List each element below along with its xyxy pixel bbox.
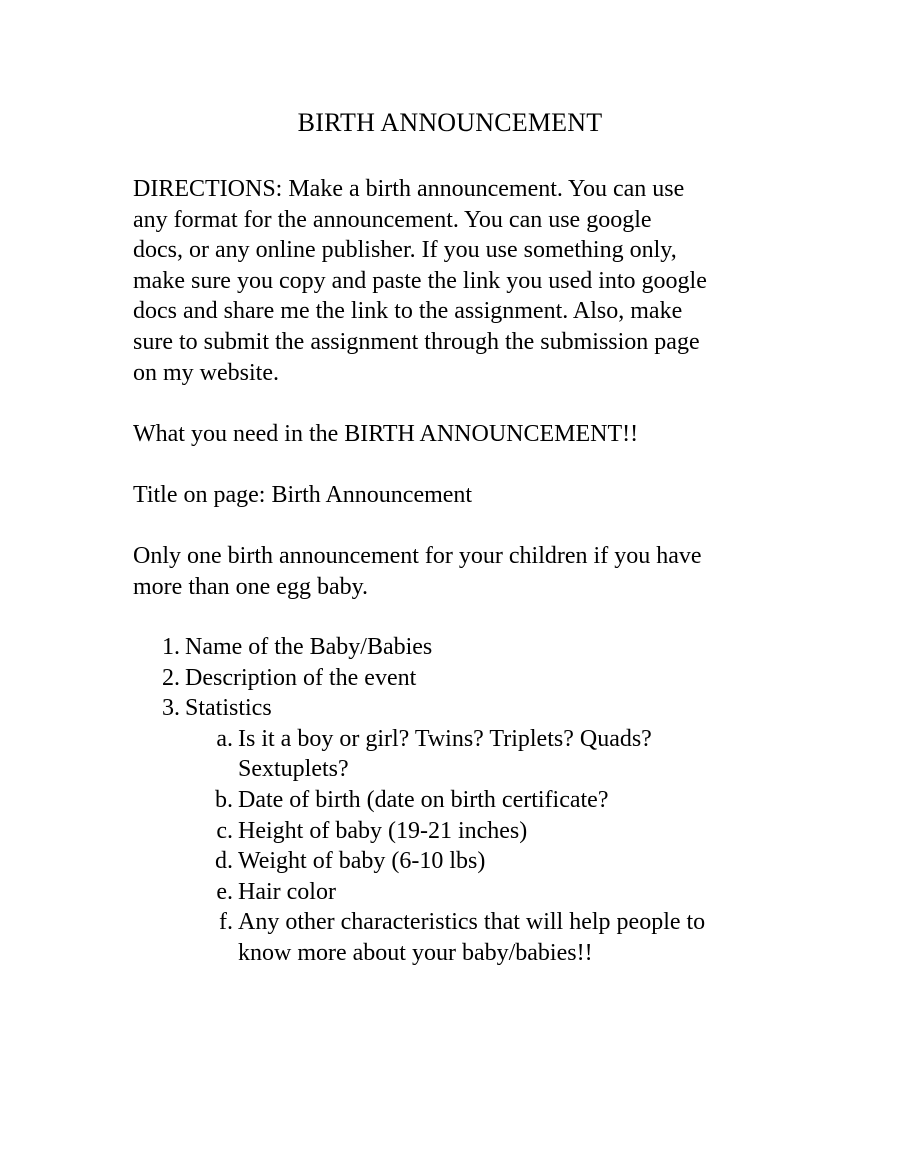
document-title: BIRTH ANNOUNCEMENT [297, 108, 603, 137]
title-on-page-line: Title on page: Birth Announcement [133, 482, 473, 508]
sublist-item [0, 877, 900, 908]
sublist-item-text: Any other characteristics that will help people to know more about your baby/babies!! [238, 909, 706, 966]
directions-paragraph: DIRECTIONS: Make a birth announcement. You can use any format for the announcement. You can use google docs, or any online publisher. If you use something only, make sure you copy and paste the link you used into google docs and share me the link to the assignment. Also, make sure to submit the assignment through the submission page on my website. [133, 176, 707, 386]
sublist-item-text: Weight of baby (6-10 lbs) [238, 848, 486, 875]
sublist-item-letter: a. [216, 725, 233, 752]
sublist-item [0, 846, 900, 877]
list-item-text: Name of the Baby/Babies [185, 634, 433, 660]
sublist-item-letter: c. [216, 817, 233, 844]
list-item [0, 693, 900, 724]
sublist-item-letter: f. [219, 909, 233, 936]
needs-heading: What you need in the BIRTH ANNOUNCEMENT!! [133, 421, 639, 447]
sublist-item-text: Is it a boy or girl? Twins? Triplets? Quads? Sextuplets? [238, 725, 652, 783]
sublist-item-text: Date of birth (date on birth certificate? [238, 786, 609, 813]
sublist-item [0, 907, 900, 968]
list-item-text: Description of the event [185, 664, 417, 691]
sublist-item-text: Height of baby (19-21 inches) [238, 817, 528, 844]
sublist-item-letter: b. [215, 786, 233, 813]
list-item [0, 632, 900, 663]
sublist-item [0, 724, 900, 785]
sublist-item [0, 785, 900, 816]
sublist-item [0, 816, 900, 847]
statistics-sublist [0, 724, 900, 969]
one-announcement-note: Only one birth announcement for your children if you have more than one egg baby. [133, 543, 702, 600]
list-item [0, 663, 900, 694]
list-item-text: Statistics [185, 695, 272, 722]
sublist-item-letter: e. [216, 878, 233, 905]
sublist-item-text: Hair color [238, 878, 336, 905]
sublist-item-letter: d. [215, 848, 233, 875]
requirements-list [0, 632, 900, 969]
list-item-number: 2. [162, 664, 180, 691]
list-item-number: 1. [162, 634, 180, 660]
list-item-number: 3. [162, 695, 180, 722]
